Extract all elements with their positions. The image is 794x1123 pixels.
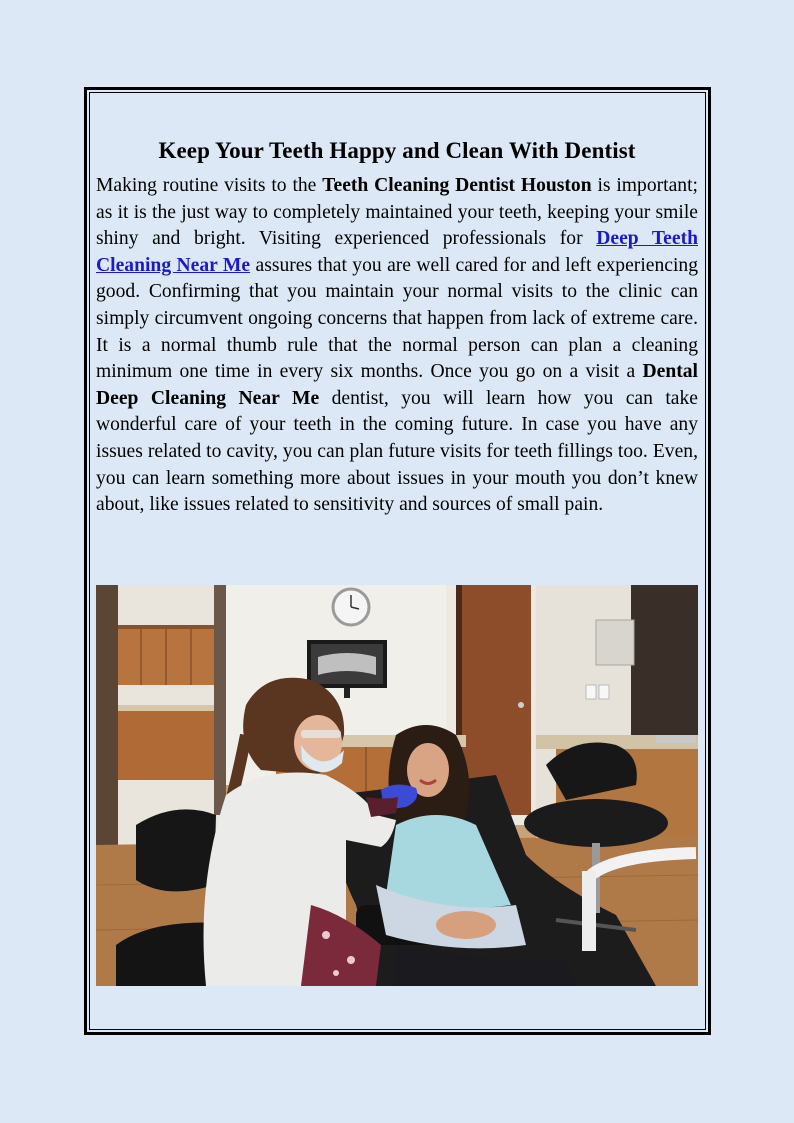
body-text-1: Making routine visits to the (96, 175, 323, 196)
body-text-4: dentist, you will learn how you can take wonderful care of your teeth in the coming future. In case you have any issues related to cavity, you can plan future visits for teeth fillings too. Even, you can learn something more about issues in your mouth you don’t knew about, like issues related to sensitivity and sources of small pain. (96, 387, 698, 516)
body-text-3: assures that you are well cared for and left experiencing good. Confirming that you maintain your normal visits to the clinic can simply circumvent ongoing concerns that happen from lack of extreme care. It is a normal thumb rule that the normal person can plan a cleaning minimum one time in every six months. Once you go on a visit a (96, 254, 698, 383)
document-title: Keep Your Teeth Happy and Clean With Dentist (158, 138, 636, 163)
dental-clinic-photo (96, 585, 698, 986)
keyword-dental-deep-cleaning: Dental Deep Cleaning Near Me (96, 361, 698, 409)
body-paragraph (96, 173, 698, 519)
document-content (96, 136, 698, 519)
keyword-teeth-cleaning-dentist-houston: Teeth Cleaning Dentist Houston (322, 175, 592, 196)
deep-teeth-cleaning-link[interactable]: Deep Teeth Cleaning Near Me (96, 228, 698, 276)
body-text-2: is important; as it is the just way to completely maintained your teeth, keeping your smile shiny and bright. Visiting experienced professionals for (96, 175, 698, 250)
